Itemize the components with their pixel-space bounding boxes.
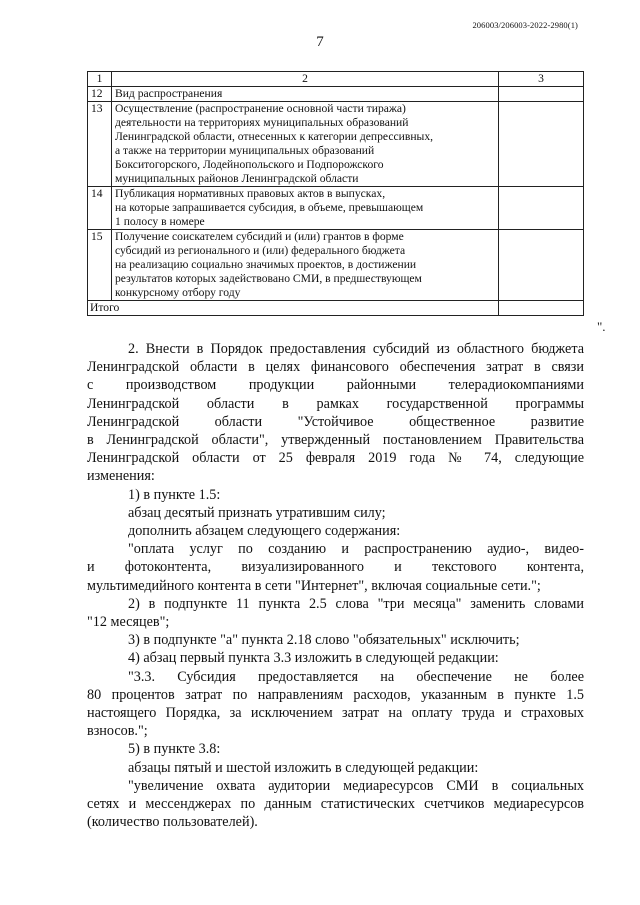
paragraph-line: абзацы пятый и шестой изложить в следующей редакции: (128, 759, 479, 776)
paragraph-line: 2) в подпункте 11 пункта 2.5 слова "три месяца" заменить словами (128, 595, 584, 612)
row-number: 14 (88, 187, 112, 230)
row-text-line: конкурсному отбору году (115, 286, 241, 299)
paragraph-line: 4) абзац первый пункта 3.3 изложить в следующей редакции: (128, 650, 499, 667)
row-text-line: Публикация нормативных правовых актов в выпусках, (115, 187, 386, 200)
paragraph-line: "увеличение охвата аудитории медиаресурсов СМИ в социальных (128, 777, 584, 794)
paragraph-line: и фотоконтента, визуализированного и текстового контента, (87, 559, 584, 576)
row-text-line: субсидий из регионального и (или) федерального бюджета (115, 244, 406, 257)
paragraph-line: Ленинградской области в рамках государственной программы (87, 395, 584, 412)
column-header-2: 2 (112, 72, 499, 87)
column-header-3: 3 (499, 72, 584, 87)
row-text-line: а также на территории муниципальных образований (115, 144, 375, 157)
row-text-line: Ленинградской области, отнесенных к категории депрессивных, (115, 130, 434, 143)
paragraph-line: взносов."; (87, 723, 148, 740)
paragraph-line: "оплата услуг по созданию и распространению аудио-, видео- (128, 541, 584, 558)
total-value (499, 301, 584, 316)
row-text-line: на которые запрашивается субсидия, в объеме, превышающем (115, 201, 424, 214)
paragraph-line: 2. Внести в Порядок предоставления субсидий из областного бюджета (128, 341, 584, 357)
table-row (88, 87, 584, 102)
row-number: 15 (88, 230, 112, 301)
closing-quote: ". (597, 319, 606, 334)
paragraph-line: настоящего Порядка, за исключением затрат на оплату труда и страховых (87, 705, 584, 722)
document-id: 206003/206003-2022-2980(1) (472, 20, 578, 30)
paragraph-line: "12 месяцев"; (87, 614, 170, 631)
row-number: 12 (88, 87, 112, 102)
row-text-line: Бокситогорского, Лодейнопольского и Подпорожского (115, 158, 384, 171)
row-text-line: Получение соискателем субсидий и (или) грантов в форме (115, 230, 404, 243)
paragraph-line: с производством продукции районными телерадиокомпаниями (87, 377, 584, 394)
row-text (112, 187, 499, 230)
table-header-row (88, 72, 584, 87)
total-label: Итого (88, 301, 499, 316)
criteria-table (87, 71, 584, 316)
column-header-1: 1 (88, 72, 112, 87)
row-value (499, 230, 584, 301)
row-value (499, 187, 584, 230)
paragraph-line: Ленинградской области в целях финансового обеспечения затрат в связи (87, 359, 584, 376)
row-text (112, 102, 499, 187)
paragraph-line: абзац десятый признать утратившим силу; (128, 504, 386, 521)
paragraph-line: Ленинградской области "Устойчивое общественное развитие (87, 413, 584, 430)
paragraph-line: 80 процентов затрат по направлениям расходов, указанным в пункте 1.5 (87, 686, 584, 703)
table-row (88, 187, 584, 230)
row-text-line: муниципальных районов Ленинградской области (115, 172, 359, 185)
row-text-line: 1 полосу в номере (115, 215, 205, 228)
row-text-line: на реализацию социально значимых проектов, в достижении (115, 258, 417, 271)
paragraph-line: в Ленинградской области", утвержденный постановлением Правительства (87, 432, 584, 449)
page-number: 7 (316, 34, 324, 50)
row-value (499, 87, 584, 102)
row-number: 13 (88, 102, 112, 187)
row-text-line: деятельности на территориях муниципальных образований (115, 116, 409, 129)
paragraph-line: 1) в пункте 1.5: (128, 486, 221, 503)
row-text (112, 230, 499, 301)
paragraph-line: Ленинградской области от 25 февраля 2019 года № 74, следующие (87, 450, 584, 467)
row-text-line: результатов которых задействовано СМИ, в предшествующем (115, 272, 422, 285)
row-text-line: Осуществление (распространение основной части тиража) (115, 102, 406, 115)
row-text-line: Вид распространения (115, 87, 223, 100)
paragraph-line: изменения: (87, 468, 155, 485)
paragraph-line: мультимедийного контента в сети "Интернет", включая социальные сети."; (87, 577, 541, 594)
row-text (112, 87, 499, 102)
table-row (88, 230, 584, 301)
document-body (87, 340, 584, 831)
paragraph-line: 3) в подпункте "а" пункта 2.18 слово "обязательных" исключить; (128, 632, 520, 649)
paragraph-line: сетях и мессенджерах по данным статистических счетчиков медиаресурсов (87, 796, 584, 813)
total-row (88, 301, 584, 316)
paragraph-line: (количество пользователей). (87, 814, 258, 831)
table-row (88, 102, 584, 187)
row-value (499, 102, 584, 187)
paragraph-line: дополнить абзацем следующего содержания: (128, 523, 401, 540)
paragraph-line: "3.3. Субсидия предоставляется на обеспечение не более (128, 668, 584, 685)
paragraph-line: 5) в пункте 3.8: (128, 741, 221, 758)
